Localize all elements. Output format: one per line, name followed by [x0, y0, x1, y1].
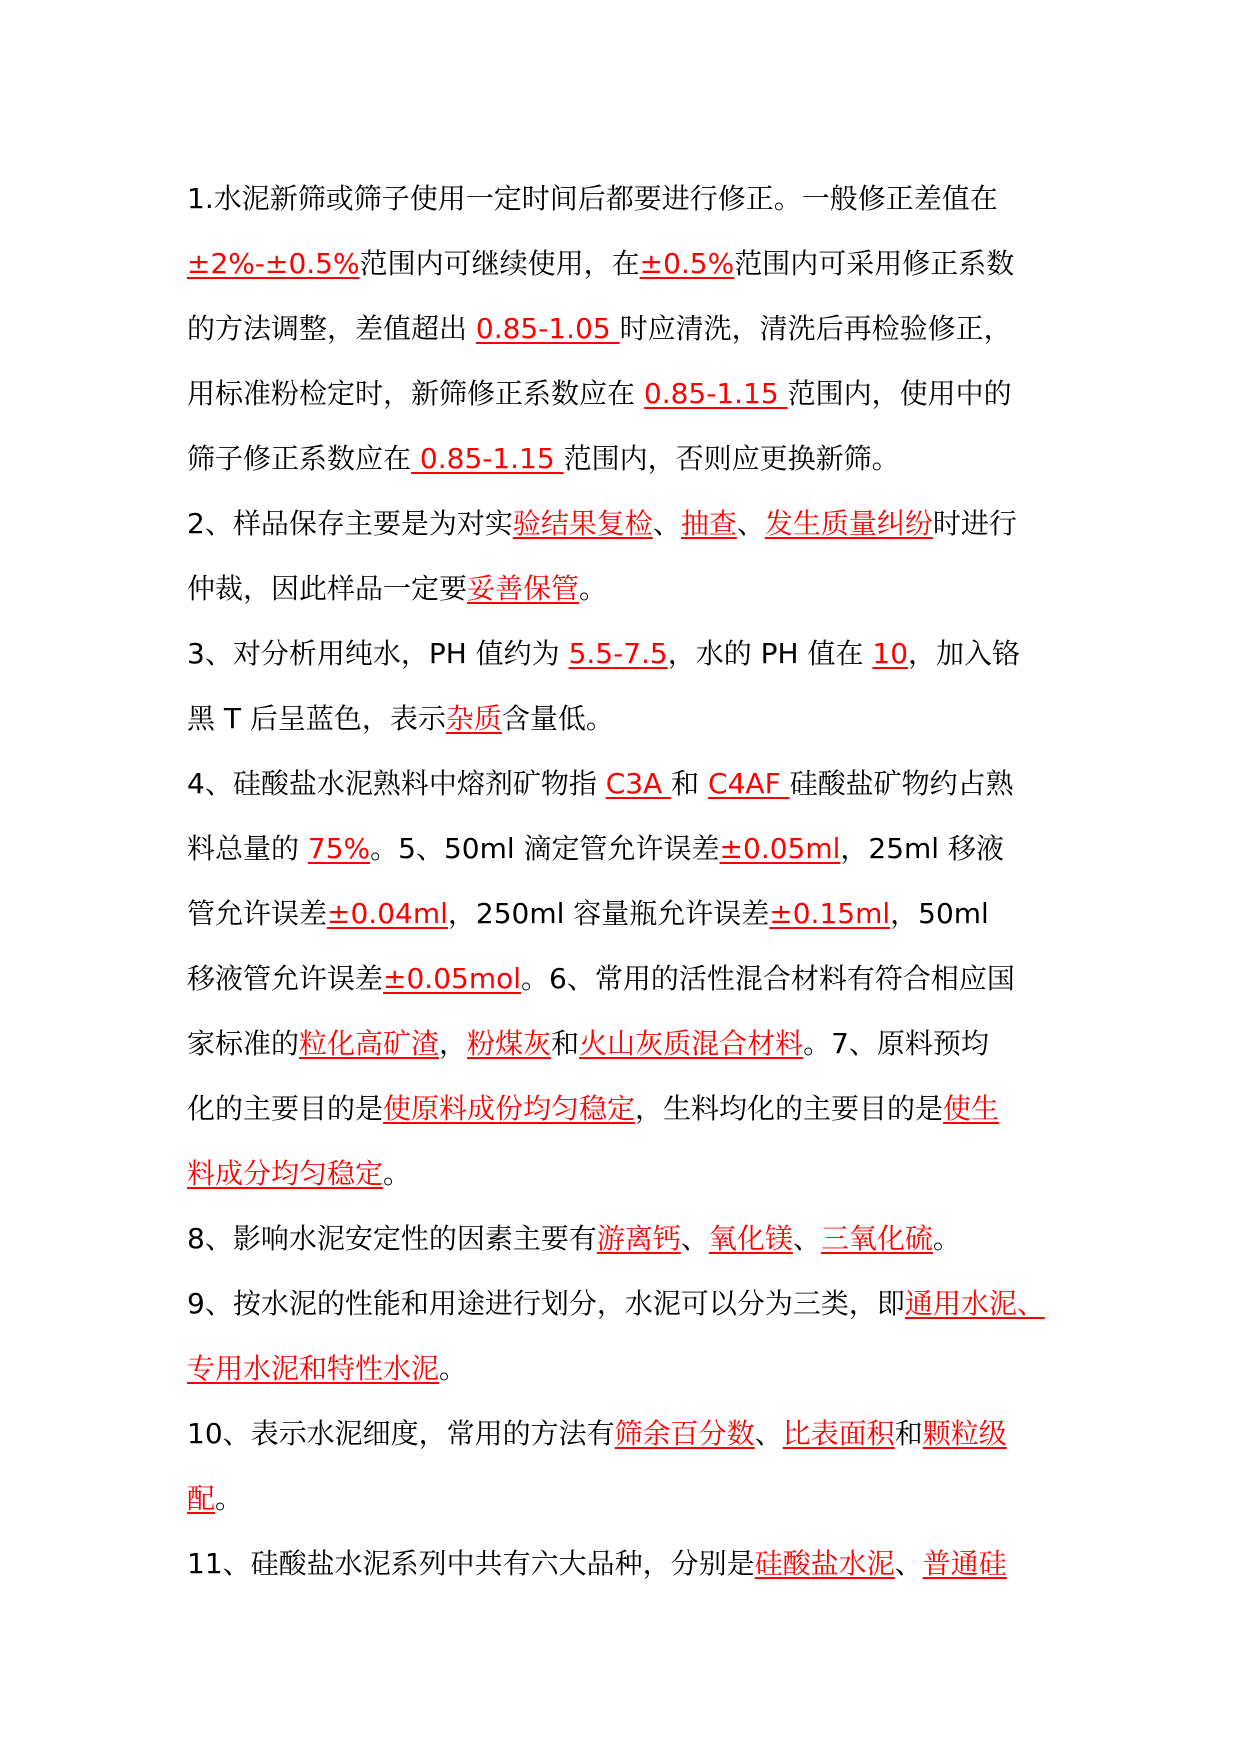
body-text: 时应清洗，清洗后再检验修正，: [619, 312, 1012, 345]
text-line: [187, 621, 1067, 686]
body-text: 黑 T 后呈蓝色，表示: [187, 702, 446, 735]
body-text: 。5、50ml 滴定管允许误差: [370, 832, 720, 865]
answer-text: 比表面积: [782, 1417, 895, 1450]
text-line: [187, 686, 1067, 751]
text-line: [187, 231, 1067, 296]
text-line: [187, 556, 1067, 621]
body-text: 。: [932, 1222, 961, 1255]
body-text: 、: [754, 1417, 783, 1450]
body-text: 范围内，否则应更换新筛。: [563, 442, 900, 475]
text-line: [187, 296, 1067, 361]
body-text: 和: [894, 1417, 923, 1450]
body-text: 、: [680, 1222, 709, 1255]
answer-text: ±0.05mol: [383, 962, 522, 995]
body-text: 化的主要目的是: [187, 1092, 384, 1125]
body-text: 范围内可继续使用，在: [359, 247, 640, 280]
answer-text: 5.5-7.5: [568, 637, 668, 670]
body-text: 范围内可采用修正系数: [734, 247, 1015, 280]
answer-text: ±0.15ml: [769, 897, 891, 930]
body-text: ，生料均化的主要目的是: [635, 1092, 944, 1125]
answer-text: 氧化镁: [708, 1222, 793, 1255]
body-text: 硅酸盐矿物约占熟: [789, 767, 1014, 800]
body-text: ，25ml 移液: [840, 832, 1004, 865]
body-text: ，水的 PH 值在: [667, 637, 873, 670]
body-text: 。: [215, 1482, 244, 1515]
text-line: [187, 1271, 1067, 1336]
text-line: [187, 426, 1067, 491]
text-line: [187, 881, 1067, 946]
body-text: 、: [736, 507, 765, 540]
answer-text: 使原料成份均匀稳定: [383, 1092, 636, 1125]
body-text: 时进行: [932, 507, 1017, 540]
body-text: 、: [792, 1222, 821, 1255]
answer-text: ±2%-±0.5%: [187, 247, 360, 280]
body-text: 用标准粉检定时，新筛修正系数应在: [187, 377, 644, 410]
answer-text: 妥善保管: [467, 572, 580, 605]
text-line: [187, 1076, 1067, 1141]
answer-text: 75%: [307, 832, 371, 865]
answer-text: 0.85-1.15: [411, 442, 564, 475]
body-text: 9、按水泥的性能和用途进行划分，水泥可以分为三类，即: [187, 1287, 905, 1320]
text-line: [187, 1531, 1067, 1596]
answer-text: 使生: [943, 1092, 1000, 1125]
answer-text: 抽查: [680, 507, 737, 540]
body-text: 。: [383, 1157, 412, 1190]
answer-text: 配: [187, 1482, 216, 1515]
body-text: 2、样品保存主要是为对实: [187, 507, 513, 540]
body-text: ，250ml 容量瓶允许误差: [447, 897, 770, 930]
body-text: 料总量的: [187, 832, 308, 865]
body-text: 8、影响水泥安定性的因素主要有: [187, 1222, 597, 1255]
body-text: 和: [671, 767, 709, 800]
body-text: ，50ml: [890, 897, 989, 930]
body-text: 3、对分析用纯水，PH 值约为: [187, 637, 569, 670]
text-line: [187, 1401, 1067, 1466]
body-text: 。7、原料预均: [803, 1027, 989, 1060]
answer-text: ±0.5%: [639, 247, 735, 280]
body-text: ，: [439, 1027, 468, 1060]
text-line: [187, 1206, 1067, 1271]
text-line: [187, 491, 1067, 556]
body-text: 含量低。: [501, 702, 614, 735]
body-text: 、: [894, 1547, 923, 1580]
body-text: 11、硅酸盐水泥系列中共有六大品种，分别是: [187, 1547, 755, 1580]
text-line: [187, 1466, 1067, 1531]
body-text: 1.水泥新筛或筛子使用一定时间后都要进行修正。一般修正差值在: [187, 182, 998, 215]
text-line: [187, 946, 1067, 1011]
body-text: 。6、常用的活性混合材料有符合相应国: [521, 962, 1015, 995]
document-body: [187, 166, 1067, 1596]
body-text: 10、表示水泥细度，常用的方法有: [187, 1417, 615, 1450]
text-line: [187, 361, 1067, 426]
answer-text: 10: [872, 637, 909, 670]
answer-text: 0.85-1.05: [475, 312, 620, 345]
body-text: 、: [652, 507, 681, 540]
answer-text: 通用水泥、: [904, 1287, 1045, 1320]
body-text: 移液管允许误差: [187, 962, 384, 995]
answer-text: C4AF: [708, 767, 790, 800]
answer-text: 游离钙: [596, 1222, 681, 1255]
text-line: [187, 1141, 1067, 1206]
body-text: 4、硅酸盐水泥熟料中熔剂矿物指: [187, 767, 606, 800]
answer-text: 验结果复检: [512, 507, 653, 540]
answer-text: ±0.05ml: [719, 832, 841, 865]
body-text: 仲裁，因此样品一定要: [187, 572, 468, 605]
answer-text: 三氧化硫: [820, 1222, 933, 1255]
body-text: ，加入铬: [908, 637, 1021, 670]
answer-text: 普通硅: [922, 1547, 1007, 1580]
text-line: [187, 751, 1067, 816]
body-text: 和: [551, 1027, 580, 1060]
answer-text: 0.85-1.15: [643, 377, 788, 410]
answer-text: C3A: [605, 767, 672, 800]
body-text: 范围内，使用中的: [787, 377, 1012, 410]
answer-text: 筛余百分数: [614, 1417, 755, 1450]
answer-text: 料成分均匀稳定: [187, 1157, 384, 1190]
body-text: 的方法调整，差值超出: [187, 312, 476, 345]
answer-text: 粉煤灰: [467, 1027, 552, 1060]
body-text: 家标准的: [187, 1027, 300, 1060]
answer-text: 杂质: [445, 702, 502, 735]
body-text: 筛子修正系数应在: [187, 442, 412, 475]
text-line: [187, 1011, 1067, 1076]
answer-text: 专用水泥和特性水泥: [187, 1352, 440, 1385]
text-line: [187, 166, 1067, 231]
answer-text: 粒化高矿渣: [299, 1027, 440, 1060]
body-text: 。: [579, 572, 608, 605]
text-line: [187, 1336, 1067, 1401]
body-text: 管允许误差: [187, 897, 328, 930]
text-line: [187, 816, 1067, 881]
answer-text: 火山灰质混合材料: [579, 1027, 804, 1060]
answer-text: 发生质量纠纷: [764, 507, 933, 540]
body-text: 。: [439, 1352, 468, 1385]
answer-text: 硅酸盐水泥: [754, 1547, 895, 1580]
answer-text: 颗粒级: [922, 1417, 1007, 1450]
answer-text: ±0.04ml: [327, 897, 448, 930]
